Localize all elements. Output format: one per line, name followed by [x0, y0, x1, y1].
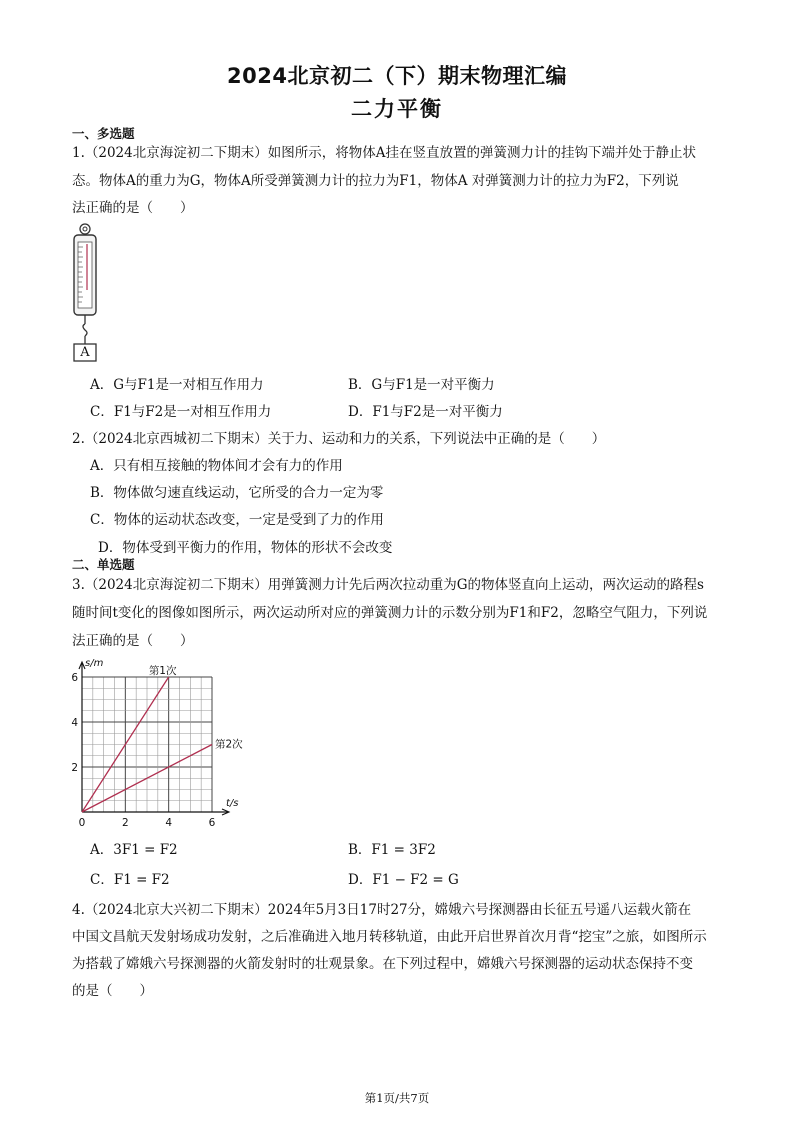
x-tick-label: 6: [208, 817, 216, 829]
q4-stem-line2: 中国文昌航天发射场成功发射，之后准确进入地月转移轨道，由此开启世界首次月背“挖宝”之旅，如图所示: [72, 929, 707, 945]
q1-stem-line2: 态。物体A的重力为G，物体A所受弹簧测力计的拉力为F1，物体A 对弹簧测力计的拉力为F2，下列说: [72, 173, 679, 189]
y-tick-label: 2: [71, 762, 78, 774]
q1-option-b: B．G与F1是一对平衡力: [348, 377, 495, 393]
q4-stem-line1: 4.（2024北京大兴初二下期末）2024年5月3日17时27分，嫦娥六号探测器由长征五号遥八运载火箭在: [72, 902, 692, 918]
page-footer: 第1页/共7页: [364, 1091, 430, 1105]
document-subtitle: 二力平衡: [351, 97, 443, 121]
q2-option-b: B．物体做匀速直线运动，它所受的合力一定为零: [90, 485, 384, 501]
q1-option-c: C．F1与F2是一对相互作用力: [90, 404, 272, 420]
y-tick-label: 6: [71, 672, 78, 684]
x-tick-label: 2: [121, 817, 129, 829]
q3-stem-line2: 随时间t变化的图像如图所示，两次运动所对应的弹簧测力计的示数分别为F1和F2，忽略空气阻力，下列说: [72, 605, 708, 621]
q2-option-c: C．物体的运动状态改变，一定是受到了力的作用: [90, 512, 384, 528]
q3-option-d: D．F1 − F2 = G: [348, 872, 459, 888]
x-tick-label: 0: [78, 817, 86, 829]
x-axis-label: t/s: [226, 798, 239, 809]
y-axis-label: s/m: [85, 658, 104, 669]
s-t-chart: [62, 655, 252, 835]
section-multi-choice: 一、多选题: [72, 126, 135, 141]
series-label-2: 第2次: [215, 738, 243, 751]
document-title: 2024北京初二（下）期末物理汇编: [227, 64, 567, 88]
object-a-label: A: [80, 345, 90, 360]
q2-option-d: D．物体受到平衡力的作用，物体的形状不会改变: [98, 540, 393, 556]
x-tick-label: 4: [165, 817, 173, 829]
section-single-choice: 二、单选题: [72, 557, 135, 572]
q1-option-d: D．F1与F2是一对平衡力: [348, 404, 503, 420]
q1-stem-line1: 1.（2024北京海淀初二下期末）如图所示，将物体A挂在竖直放置的弹簧测力计的挂钩下端并处于静止状: [72, 145, 696, 161]
q4-stem-line4: 的是（ ）: [72, 983, 153, 999]
y-tick-label: 4: [71, 717, 78, 729]
q2-stem: 2.（2024北京西城初二下期末）关于力、运动和力的关系，下列说法中正确的是（ ）: [72, 431, 606, 447]
series-label-1: 第1次: [148, 665, 177, 677]
q1-option-a: A．G与F1是一对相互作用力: [90, 377, 264, 393]
q2-option-a: A．只有相互接触的物体间才会有力的作用: [90, 458, 343, 474]
q3-stem-line1: 3.（2024北京海淀初二下期末）用弹簧测力计先后两次拉动重为G的物体竖直向上运动，两次运动的路程s: [72, 577, 704, 593]
q1-stem-line3: 法正确的是（ ）: [72, 200, 194, 216]
q3-option-c: C．F1 = F2: [90, 872, 170, 888]
q3-option-b: B．F1 = 3F2: [348, 842, 436, 858]
q3-option-a: A．3F1 = F2: [90, 842, 178, 858]
q3-stem-line3: 法正确的是（ ）: [72, 633, 194, 649]
q4-stem-line3: 为搭载了嫦娥六号探测器的火箭发射时的壮观景象。在下列过程中，嫦娥六号探测器的运动状态保持不变: [72, 956, 693, 972]
